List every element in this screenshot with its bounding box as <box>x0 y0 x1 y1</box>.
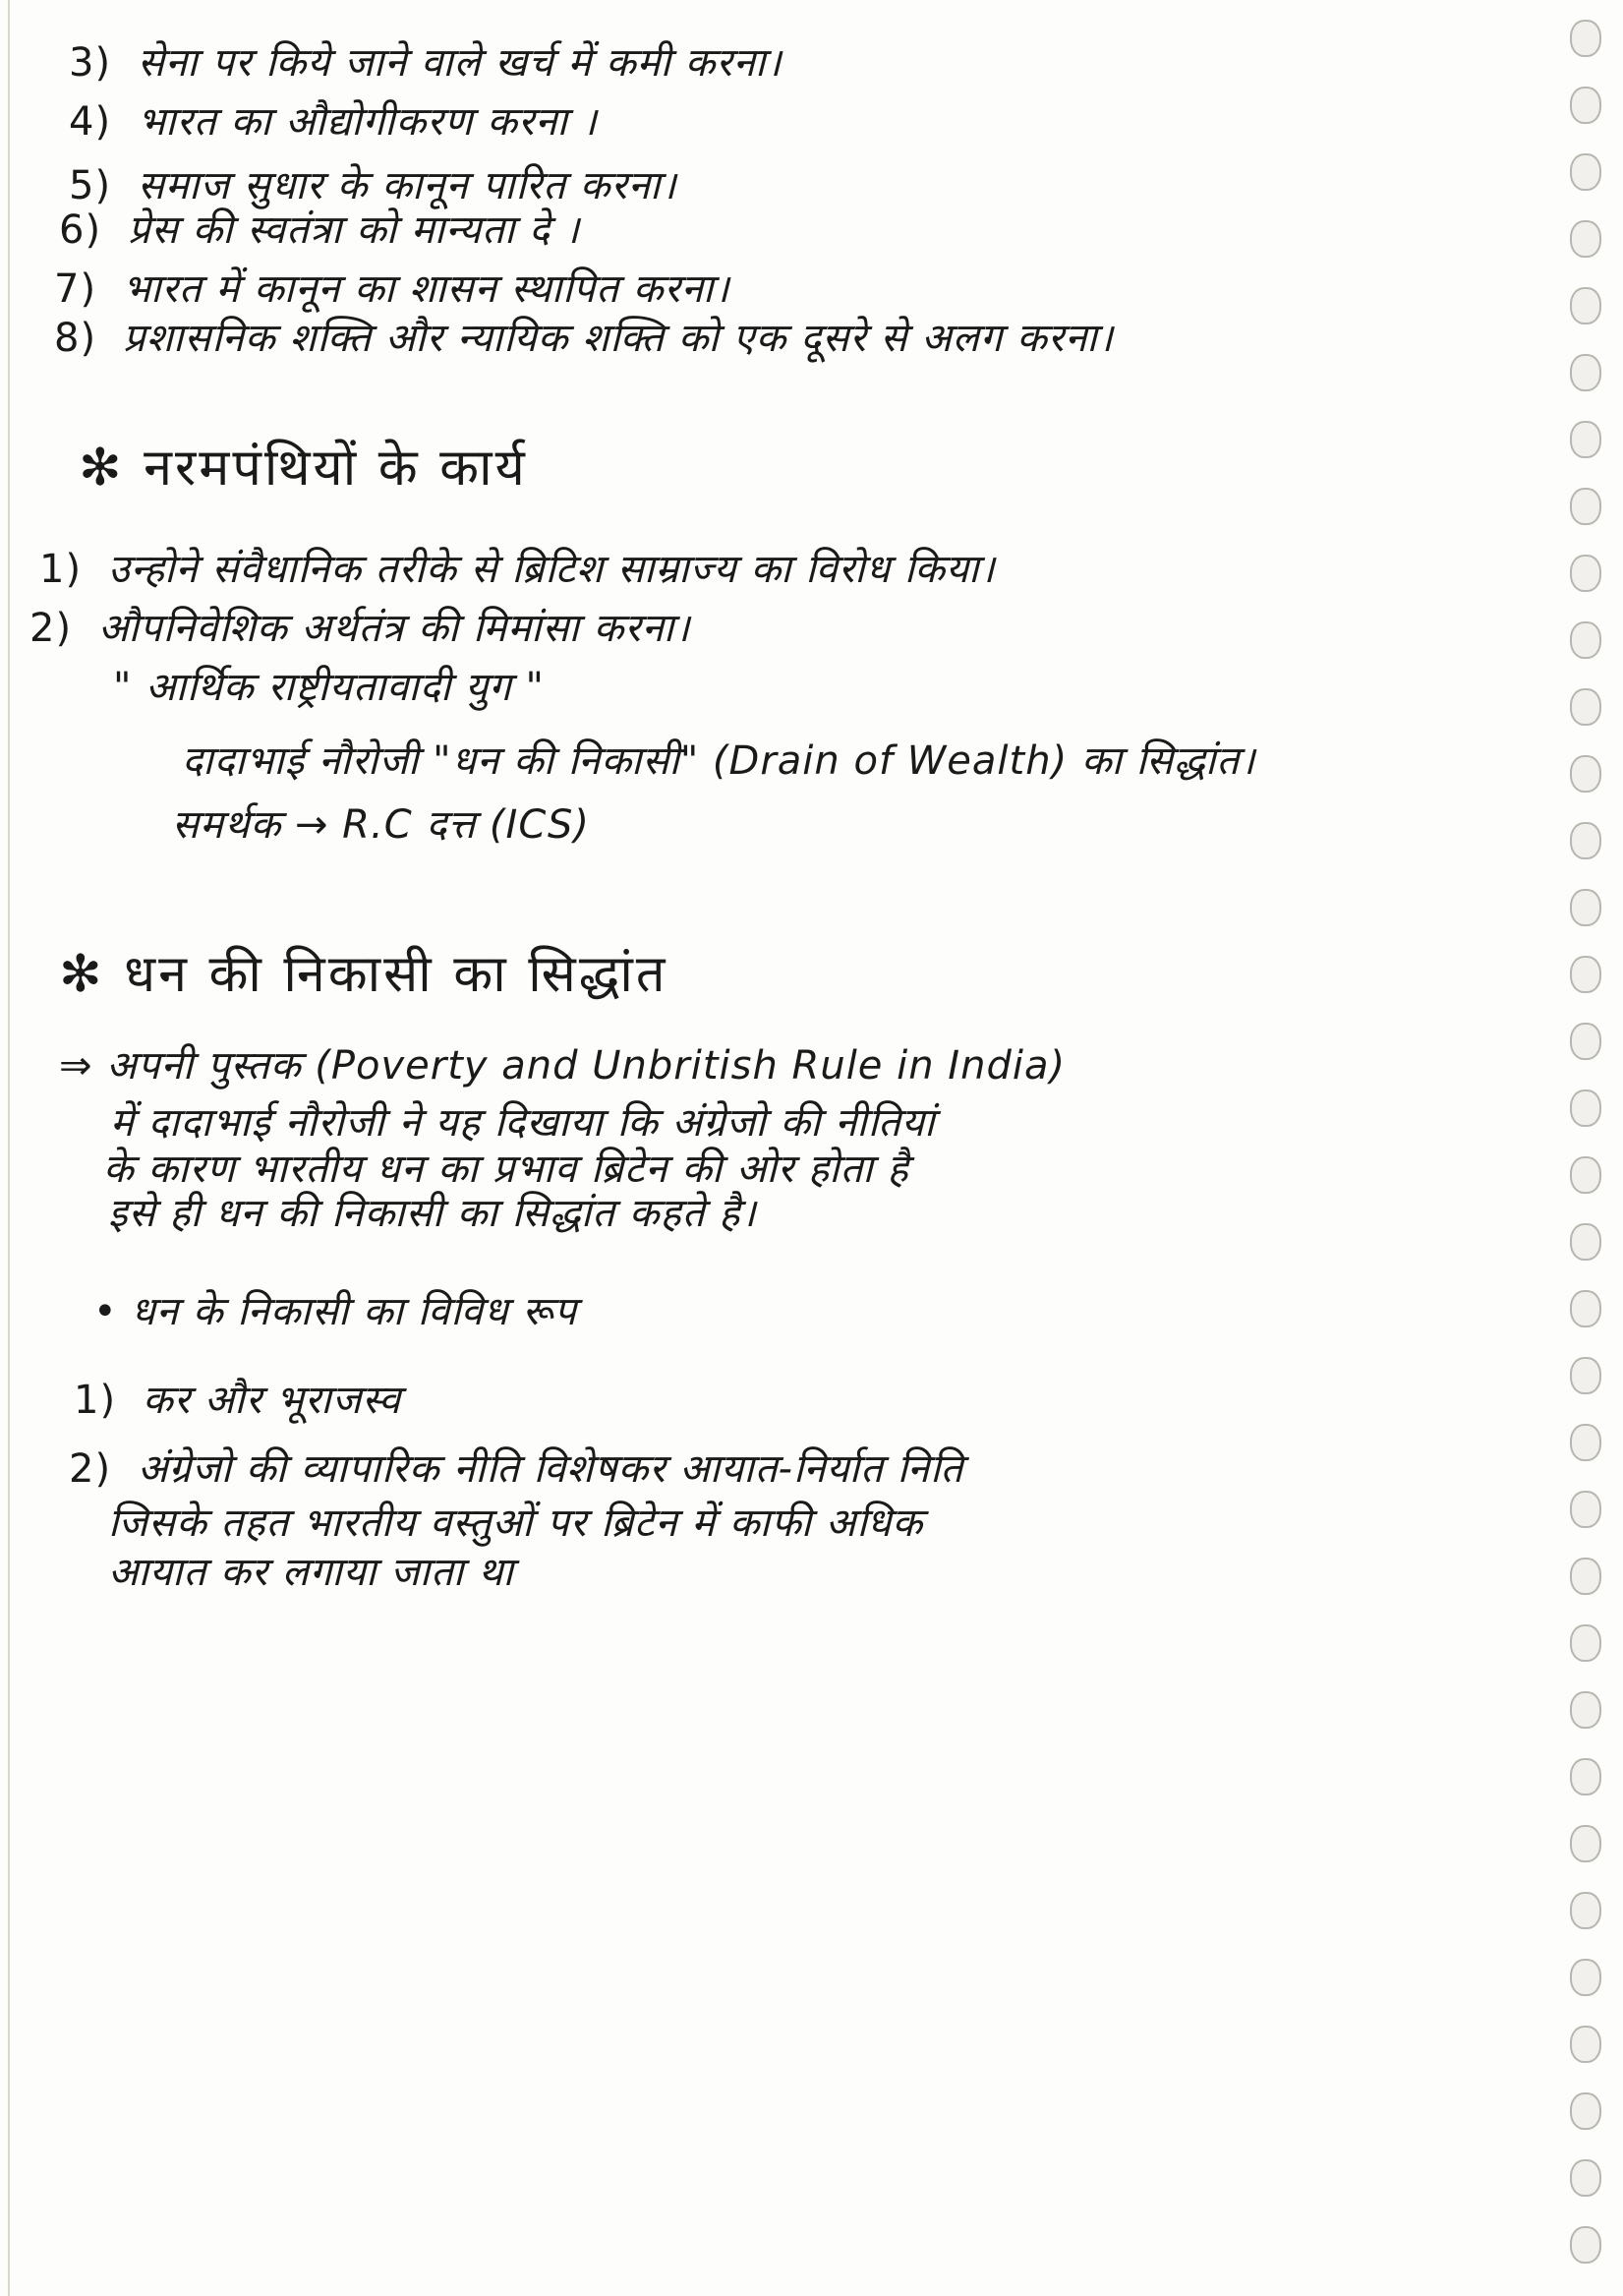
binding-hole <box>1570 2092 1601 2130</box>
binding-hole <box>1570 354 1601 391</box>
binding-hole <box>1570 1424 1601 1461</box>
list-item-8 <box>54 315 1114 362</box>
forms-item-2-cont-1: जिसके तहत भारतीय वस्तुओं पर ब्रिटेन में काफी अधिक <box>108 1501 924 1546</box>
item-number: 5) <box>69 163 112 208</box>
item-number: 3) <box>69 40 112 86</box>
binding-hole <box>1570 2159 1601 2197</box>
binding-hole <box>1570 1357 1601 1394</box>
binding-hole <box>1570 1491 1601 1528</box>
item-text: उन्होने संवैधानिक तरीके से ब्रिटिश साम्राज्य का विरोध किया। <box>108 547 996 592</box>
quote-economic-nationalism: " आर्थिक राष्ट्रीयतावादी युग " <box>113 665 545 710</box>
binding-hole <box>1570 87 1601 124</box>
item-text: प्रेस की स्वतंत्रा को मान्यता दे । <box>128 207 581 253</box>
item-number: 1) <box>74 1378 117 1423</box>
binding-hole <box>1570 488 1601 525</box>
binding-hole <box>1570 1156 1601 1194</box>
binding-hole <box>1570 287 1601 324</box>
paragraph-line-3: के कारण भारतीय धन का प्रभाव ब्रिटेन की ओर होता है <box>103 1147 909 1192</box>
binding-hole <box>1570 1023 1601 1060</box>
binding-hole <box>1570 1624 1601 1662</box>
item-text: भारत का औद्योगीकरण करना । <box>138 99 598 145</box>
item-number: 7) <box>54 266 97 312</box>
supporter-rc-dutt: समर्थक → R.C दत्त (ICS) <box>172 802 591 848</box>
binding-hole <box>1570 1691 1601 1729</box>
binding-hole <box>1570 1089 1601 1127</box>
item-text: सेना पर किये जाने वाले खर्च में कमी करना। <box>138 40 783 86</box>
item-number: 2) <box>29 606 73 651</box>
list-item-3 <box>69 39 782 87</box>
works-item-2 <box>29 605 690 652</box>
dadabhai-drain-theory: दादाभाई नौरोजी "धन की निकासी" (Drain of Wealth) का सिद्धांत। <box>182 738 1256 784</box>
section-heading-moderates-works: ✻ नरमपंथियों के कार्य <box>79 439 528 498</box>
item-text: अंग्रेजो की व्यापारिक नीति विशेषकर आयात-निर्यात निति <box>138 1446 964 1492</box>
list-item-5 <box>69 162 677 209</box>
works-item-1 <box>39 546 996 593</box>
list-item-4 <box>69 98 598 146</box>
section-heading-drain-theory: ✻ धन की निकासी का सिद्धांत <box>59 945 668 1004</box>
forms-item-2-cont-2: आयात कर लगाया जाता था <box>108 1550 514 1595</box>
forms-item-1 <box>74 1377 401 1424</box>
binding-hole <box>1570 889 1601 926</box>
forms-item-2 <box>69 1445 963 1493</box>
item-text: भारत में कानून का शासन स्थापित करना। <box>123 266 730 312</box>
binding-hole <box>1570 1892 1601 1929</box>
binding-hole <box>1570 220 1601 258</box>
spiral-binding <box>1558 20 1617 2281</box>
item-number: 4) <box>69 99 112 145</box>
binding-hole <box>1570 153 1601 191</box>
binding-hole <box>1570 822 1601 859</box>
paragraph-line-1: ⇒ अपनी पुस्तक (Poverty and Unbritish Rule in India) <box>59 1043 1067 1089</box>
binding-hole <box>1570 956 1601 993</box>
binding-hole <box>1570 1758 1601 1796</box>
item-number: 6) <box>59 207 102 253</box>
binding-hole <box>1570 688 1601 726</box>
item-text: औपनिवेशिक अर्थतंत्र की मिमांसा करना। <box>98 606 691 651</box>
binding-hole <box>1570 1558 1601 1595</box>
binding-hole <box>1570 1290 1601 1327</box>
item-number: 2) <box>69 1446 112 1492</box>
binding-hole <box>1570 421 1601 458</box>
item-number: 8) <box>54 316 97 361</box>
page-margin-line <box>8 0 10 2296</box>
item-number: 1) <box>39 547 83 592</box>
binding-hole <box>1570 20 1601 57</box>
paragraph-line-4: इसे ही धन की निकासी का सिद्धांत कहते है। <box>108 1191 757 1236</box>
binding-hole <box>1570 621 1601 659</box>
binding-hole <box>1570 1959 1601 1996</box>
paragraph-line-2: में दादाभाई नौरोजी ने यह दिखाया कि अंग्रेजो की नीतियां <box>110 1100 936 1146</box>
item-text: समाज सुधार के कानून पारित करना। <box>138 163 677 208</box>
binding-hole <box>1570 2026 1601 2063</box>
bullet-drain-forms: • धन के निकासी का विविध रूप <box>93 1289 578 1334</box>
binding-hole <box>1570 1825 1601 1862</box>
binding-hole <box>1570 2226 1601 2264</box>
binding-hole <box>1570 555 1601 592</box>
list-item-6 <box>59 206 580 254</box>
binding-hole <box>1570 755 1601 793</box>
item-text: प्रशासनिक शक्ति और न्यायिक शक्ति को एक दूसरे से अलग करना। <box>123 316 1114 361</box>
item-text: कर और भूराजस्व <box>143 1378 402 1423</box>
binding-hole <box>1570 1223 1601 1261</box>
list-item-7 <box>54 265 730 313</box>
